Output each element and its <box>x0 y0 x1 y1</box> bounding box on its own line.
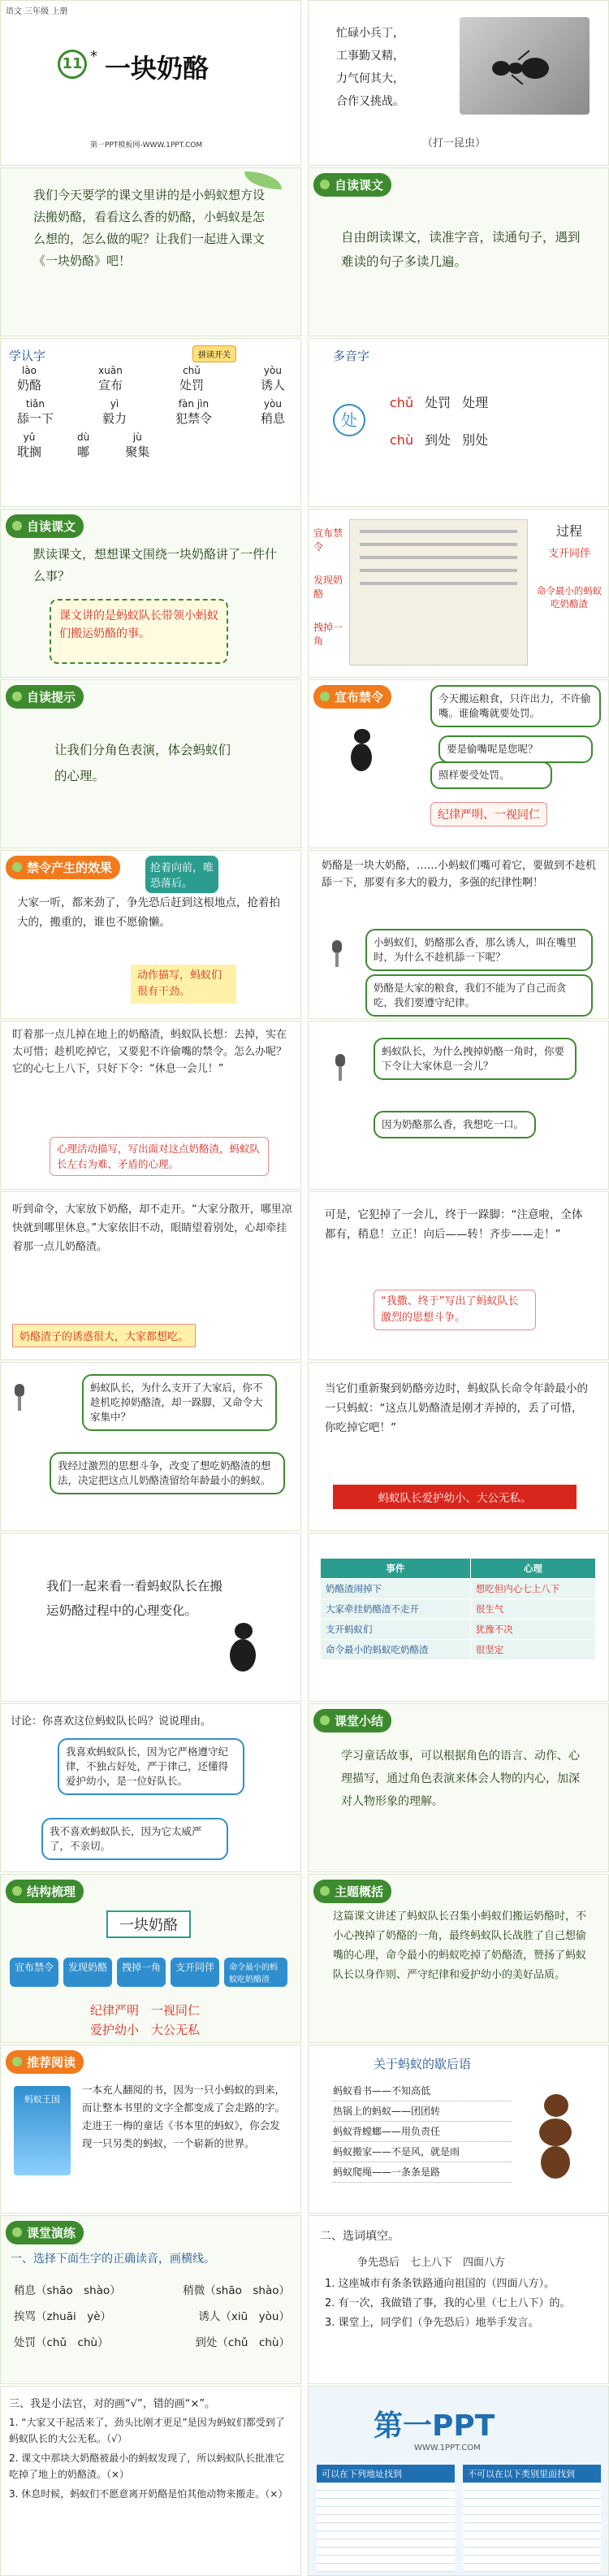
link-col-1 <box>317 2465 455 2572</box>
char-item: yòu 稍息 <box>260 398 285 426</box>
structure-step: 拽掉一角 <box>117 1958 166 1987</box>
structure-steps <box>9 1956 293 1988</box>
slide-roleplay-hint <box>0 679 301 848</box>
book-title: 蚂蚁王国 <box>24 2094 60 2105</box>
slide-struggle <box>308 1191 609 1360</box>
passage-text: 大家一听，都来劲了，争先恐后赶到这根地点，抢着拍大的，搬重的，谁也不愿偷懒。 <box>17 896 280 929</box>
process-right <box>533 521 606 610</box>
exercise-lines <box>14 2278 290 2356</box>
passage-text: 当它们重新聚到奶酪旁边时，蚂蚁队长命令年龄最小的一只蚂蚁：“这点儿奶酪渣是刚才弄掉的，丢了可惜，你吃掉它吧！” <box>325 1382 588 1434</box>
fill-item[interactable]: 2. 有一次，我做错了事，我的心里（七上八下）的。 <box>325 2297 571 2309</box>
word-bank: 争先恐后 七上八下 四面八方 <box>357 2257 506 2269</box>
speech-bubble: 照样要受处罚。 <box>430 761 552 789</box>
speech-bubble: 蚂蚁队长，为什么支开了大家后，你不趁机吃掉奶酪渣，却一跺脚，又命令大家集中？ <box>82 1374 277 1431</box>
structure-step: 宣布禁令 <box>10 1958 58 1987</box>
slide-title <box>0 0 301 166</box>
table-row: 大家牵挂奶酪渣不走开 很生气 <box>321 1599 596 1620</box>
slide-selfless <box>308 1362 609 1531</box>
char-item: yòu 诱人 <box>260 365 285 392</box>
char-item: chǔ 处罚 <box>179 365 204 392</box>
char-item: yì 毅力 <box>102 398 127 426</box>
list-item: 热锅上的蚂蚁——团团转 <box>333 2101 512 2122</box>
course-tag: 语文 三年级 上册 <box>6 7 68 16</box>
instruction-text: 自由朗读课文，读准字音，读通句子，遇到难读的句子多读几遍。 <box>341 230 581 269</box>
analysis-note: 奶酪渣子的诱惑很大，大家都想吃。 <box>12 1324 196 1347</box>
fill-items <box>325 2275 593 2333</box>
section-tag: 禁令产生的效果 <box>6 856 120 879</box>
judge-item[interactable]: 3. 休息时候，蚂蚁们不愿意离开奶酪是怕其他动物来搬走。（×） <box>9 2488 288 2500</box>
char-item: xuān 宣布 <box>97 365 123 392</box>
slide-riddle <box>308 0 609 166</box>
speech-bubble: 我不喜欢蚂蚁队长，因为它太威严了，不亲切。 <box>41 1818 228 1860</box>
answer-text: 课文讲的是蚂蚁队长带领小蚂蚁们搬运奶酪的事。 <box>59 609 218 640</box>
section-title: 多音字 <box>333 349 370 363</box>
table-row: 支开蚂蚁们 犹豫不决 <box>321 1620 596 1640</box>
structure-summary-1: 纪律严明 一视同仁 <box>90 2003 201 2018</box>
section-tag: 宣布禁令 <box>313 685 391 709</box>
site-label: 第一PPT模板网-WWW.1PPT.COM <box>90 141 203 150</box>
riddle-hint: （打一昆虫） <box>422 137 486 150</box>
passage-text: 可是，它犯掉了一会儿，终于一跺脚：“注意啦，全体都有，稍息！立正！向后——转！齐步——走！” <box>325 1208 583 1241</box>
exercise-question: 一、选择下面生字的正确读音，画横线。 <box>11 2253 215 2266</box>
exercise-question: 二、选词填空。 <box>320 2230 400 2243</box>
slide-theme <box>308 1874 609 2043</box>
slide-exercise-2 <box>308 2215 609 2384</box>
microphone-icon <box>333 1054 348 1082</box>
page-title: 一块奶酪 <box>105 53 209 84</box>
exercise-question: 三、我是小法官，对的画“√”，错的画“×”。 <box>9 2398 216 2410</box>
slide-polyphone <box>308 338 609 507</box>
psychology-table <box>320 1558 596 1660</box>
passage-text: 奶酪是一块大奶酪，……小蚂蚁们嘴可着它，要做到不趁机舔一下，那要有多大的毅力，多强的纪律性啊！ <box>322 860 597 889</box>
speech-bubble: 因为奶酪那么香，我想吃一口。 <box>374 1111 536 1138</box>
link-col-2 <box>463 2465 601 2572</box>
proverbs-list <box>333 2081 512 2183</box>
pinyin-toggle-button[interactable]: 拼读开关 <box>192 345 236 362</box>
section-tag: 自读课文 <box>6 514 84 538</box>
speech-bubble: 我喜欢蚂蚁队长，因为它严格遵守纪律，不独占好处，严于律己，还懂得爱护幼小，是一位好队长。 <box>58 1738 244 1795</box>
question-text: 默读课文，想想课文围绕一块奶酪讲了一件什么事？ <box>33 547 278 583</box>
proverbs-title: 关于蚂蚁的歇后语 <box>374 2057 472 2071</box>
slide-psych-intro <box>0 1533 301 1702</box>
theme-text: 这篇课文讲述了蚂蚁队长召集小蚂蚁们搬运奶酪时，不小心拽掉了奶酪的一角，最终蚂蚁队长战胜了自己想偷嘴的心理，命令最小的蚂蚁吃掉了奶酪渣，赞扬了蚂蚁队长以身作则、严守纪律和爱护幼小的美好品质。 <box>333 1910 587 1981</box>
eager-bubble: 抢着向前，唯恐落后。 <box>145 856 218 893</box>
section-tag: 主题概括 <box>313 1880 391 1903</box>
section-title: 学认字 <box>9 349 46 363</box>
slide-characters <box>0 338 301 507</box>
slide-discipline <box>308 850 609 1019</box>
section-tag: 课堂演练 <box>6 2221 84 2244</box>
exercise-item[interactable]: 处罚（chǔ chù） <box>14 2336 109 2349</box>
reading-row-1: chǔ 处罚 处理 <box>390 395 489 410</box>
speech-bubble: 蚂蚁队长，为什么拽掉奶酪一角时，你要下令让大家休息一会儿？ <box>374 1038 577 1080</box>
speech-bubble: 今天搬运粮食，只许出力，不许偷嘴。谁偷嘴就要处罚。 <box>430 685 601 727</box>
ant-icon <box>341 729 390 778</box>
polyphone-char: 处 <box>333 404 365 436</box>
char-item: jù 聚集 <box>125 432 150 459</box>
judge-items <box>9 2414 293 2502</box>
slide-temptation <box>0 1191 301 1360</box>
process-label: 宣布禁令 <box>313 527 343 553</box>
ant-photo <box>460 17 590 115</box>
conclusion-text: 纪律严明、一视同仁 <box>430 802 547 826</box>
structure-title: 一块奶酪 <box>106 1910 191 1938</box>
slide-brand <box>308 2386 609 2576</box>
process-label: 命令最小的蚂蚁吃奶酪渣 <box>536 585 603 609</box>
process-heading: 过程 <box>555 523 582 539</box>
slide-proverbs <box>308 2045 609 2214</box>
passage-text: 听到命令，大家放下奶酪，却不走开。“大家分散开，哪里凉快就到哪里休息。”大家依旧不动，眼睛望着别处，心却牵挂着那一点儿奶酪渣。 <box>12 1203 292 1253</box>
intro-text: 我们今天要学的课文里讲的是小蚂蚁想方设法搬奶酪，看看这么香的奶酪，小蚂蚁是怎么想的，怎么做的呢？让我们一起进入课文《一块奶酪》吧！ <box>33 188 266 268</box>
microphone-icon <box>12 1384 27 1412</box>
char-item: yǔ 耽搁 <box>17 432 42 459</box>
analysis-note: 心理活动描写，写出面对这点奶酪渣，蚂蚁队长左右为难、矛盾的心理。 <box>50 1137 269 1176</box>
poem-line: 力气何其大， <box>336 72 404 85</box>
lesson-number: 11 <box>58 50 87 79</box>
slide-process <box>308 509 609 678</box>
judge-item[interactable]: 1. “大家又干起活来了，劲头比刚才更足”是因为蚂蚁们都受到了蚂蚁队长的大公无私。（√） <box>9 2417 285 2444</box>
slide-question-event <box>0 509 301 678</box>
exercise-item[interactable]: 稍微（shāo shào） <box>183 2284 290 2297</box>
list-item: 蚂蚁搬家——不是风，就是雨 <box>333 2142 512 2162</box>
char-item: lào 奶酪 <box>17 365 42 392</box>
slide-reading <box>0 2045 301 2214</box>
passage-text: 盯着那一点儿掉在地上的奶酪渣，蚂蚁队长想：去掉，实在太可惜；趁机吃掉它，又要犯不许偷嘴的禁令。怎么办呢？它的心七上八下，只好下令：“休息一会儿！” <box>12 1029 287 1075</box>
exercise-item[interactable]: 稍息（shāo shào） <box>14 2284 121 2297</box>
slide-interview-2 <box>0 1362 301 1531</box>
structure-step: 支开同伴 <box>171 1958 219 1987</box>
speech-bubble: 要是偷嘴呢是您呢？ <box>438 735 593 763</box>
slide-exercise-3 <box>0 2386 301 2576</box>
section-tag: 自读课文 <box>313 173 391 197</box>
process-label: 拽掉一角 <box>313 622 343 647</box>
list-item: 蚂蚁看书——不知高低 <box>333 2081 512 2101</box>
table-header: 心理 <box>470 1559 595 1579</box>
fill-item[interactable]: 1. 这座城市有条条铁路通向祖国的（四面八方）。 <box>325 2278 555 2290</box>
poem-line: 忙碌小兵丁， <box>336 27 404 40</box>
star-mark: * <box>90 48 97 65</box>
hint-text: 让我们分角色表演，体会蚂蚁们的心理。 <box>54 743 231 783</box>
book-image <box>349 519 528 666</box>
speech-bubble: 小蚂蚁们，奶酪那么香，那么诱人，叫在嘴里时，为什么不趁机舔一下呢？ <box>365 929 593 971</box>
char-grid <box>17 365 285 460</box>
char-item: tiǎn 舔一下 <box>17 398 54 426</box>
table-row: 奶酪渣闹掉下 想吃但内心七上八下 <box>321 1579 596 1599</box>
process-left <box>313 526 346 648</box>
slide-psych-table <box>308 1533 609 1702</box>
slide-effect <box>0 850 301 1019</box>
table-header: 事件 <box>321 1559 471 1579</box>
discussion-question: 讨论：你喜欢这位蚂蚁队长吗？说说理由。 <box>11 1715 212 1728</box>
exercise-item[interactable]: 挨骂（zhuāi yè） <box>14 2310 112 2323</box>
analysis-note: “我撒、终于”写出了蚂蚁队长激烈的思想斗争。 <box>374 1290 536 1330</box>
exercise-item[interactable]: 诱人（xiū yòu） <box>198 2310 290 2323</box>
microphone-icon <box>330 940 344 968</box>
structure-summary-2: 爱护幼小 大公无私 <box>90 2023 201 2037</box>
ant-icon <box>492 50 565 90</box>
speech-bubble: 奶酪是大家的粮食，我们不能为了自己而贪吃，我们要遵守纪律。 <box>365 974 593 1017</box>
fill-item[interactable]: 3. 课堂上，同学们（争先恐后）地举手发言。 <box>325 2317 539 2329</box>
brand-url: WWW.1PPT.COM <box>414 2444 481 2452</box>
exercise-item[interactable]: 到处（chǔ chù） <box>195 2336 290 2349</box>
list-item: 蚂蚁爬绳——一条条是路 <box>333 2162 512 2183</box>
analysis-note: 动作描写，蚂蚁们很有干劲。 <box>131 965 236 1004</box>
slide-self-read <box>308 167 609 336</box>
summary-text: 学习童话故事，可以根据角色的语言、动作、心理描写，通过角色表演来体会人物的内心，加深对人物形象的理解。 <box>341 1750 580 1808</box>
slide-discussion <box>0 1703 301 1872</box>
reading-text: 一本充人翻阅的书，因为一只小蚂蚁的到来，而让整本书里的文字全都变成了会走路的字。走进王一梅的童话《书本里的蚂蚁》，你会发现一只另类的蚂蚁，一个崭新的世界。 <box>82 2084 286 2149</box>
analysis-note: 蚂蚁队长爱护幼小、大公无私。 <box>333 1485 577 1509</box>
section-tag: 自读提示 <box>6 685 84 709</box>
answer-box <box>50 599 228 664</box>
section-tag: 结构梳理 <box>6 1880 84 1903</box>
poem-line: 工事勤又精， <box>336 50 404 63</box>
process-label: 发现奶酪 <box>313 575 343 600</box>
slide-structure <box>0 1874 301 2043</box>
speech-bubble: 我经过激烈的思想斗争，改变了想吃奶酪渣的想法，决定把这点儿奶酪渣留给年龄最小的蚂蚁。 <box>50 1452 285 1494</box>
structure-step: 发现奶酪 <box>63 1958 112 1987</box>
slide-summary <box>308 1703 609 1872</box>
section-tag: 课堂小结 <box>313 1709 391 1733</box>
slide-interview-1 <box>308 1021 609 1190</box>
brand-logo: 第一PPT <box>374 2409 495 2443</box>
poem-line: 合作又挑战。 <box>336 95 404 108</box>
ant-icon <box>220 1623 269 1680</box>
judge-item[interactable]: 2. 课文中那块大奶酪被最小的蚂蚁发现了，所以蚂蚁队长批准它吃掉了地上的奶酪渣。（×） <box>9 2452 285 2480</box>
column-heading: 不可以在以下类别里面找到 <box>463 2465 601 2483</box>
structure-step: 命令最小的蚂蚁吃奶酪渣 <box>224 1958 287 1987</box>
char-item: fàn jìn 犯禁令 <box>175 398 212 426</box>
column-heading: 可以在下列地址找到 <box>317 2465 455 2483</box>
table-row: 命令最小的蚂蚁吃奶酪渣 很坚定 <box>321 1640 596 1660</box>
slide-exercise-1 <box>0 2215 301 2384</box>
prompt-text: 我们一起来看一看蚂蚁队长在搬运奶酪过程中的心理变化。 <box>46 1579 223 1618</box>
book-cover <box>14 2086 71 2175</box>
poem <box>336 22 404 113</box>
char-item: dù 嘟 <box>77 432 90 459</box>
slide-dilemma <box>0 1021 301 1190</box>
reading-row-2: chù 到处 别处 <box>390 432 489 448</box>
process-label: 支开同伴 <box>547 548 590 560</box>
list-item: 蚂蚁背螳螂——用负责任 <box>333 2122 512 2142</box>
slide-intro <box>0 167 301 336</box>
slide-order <box>308 679 609 848</box>
section-tag: 推荐阅读 <box>6 2050 84 2074</box>
ant-icon <box>528 2094 585 2184</box>
